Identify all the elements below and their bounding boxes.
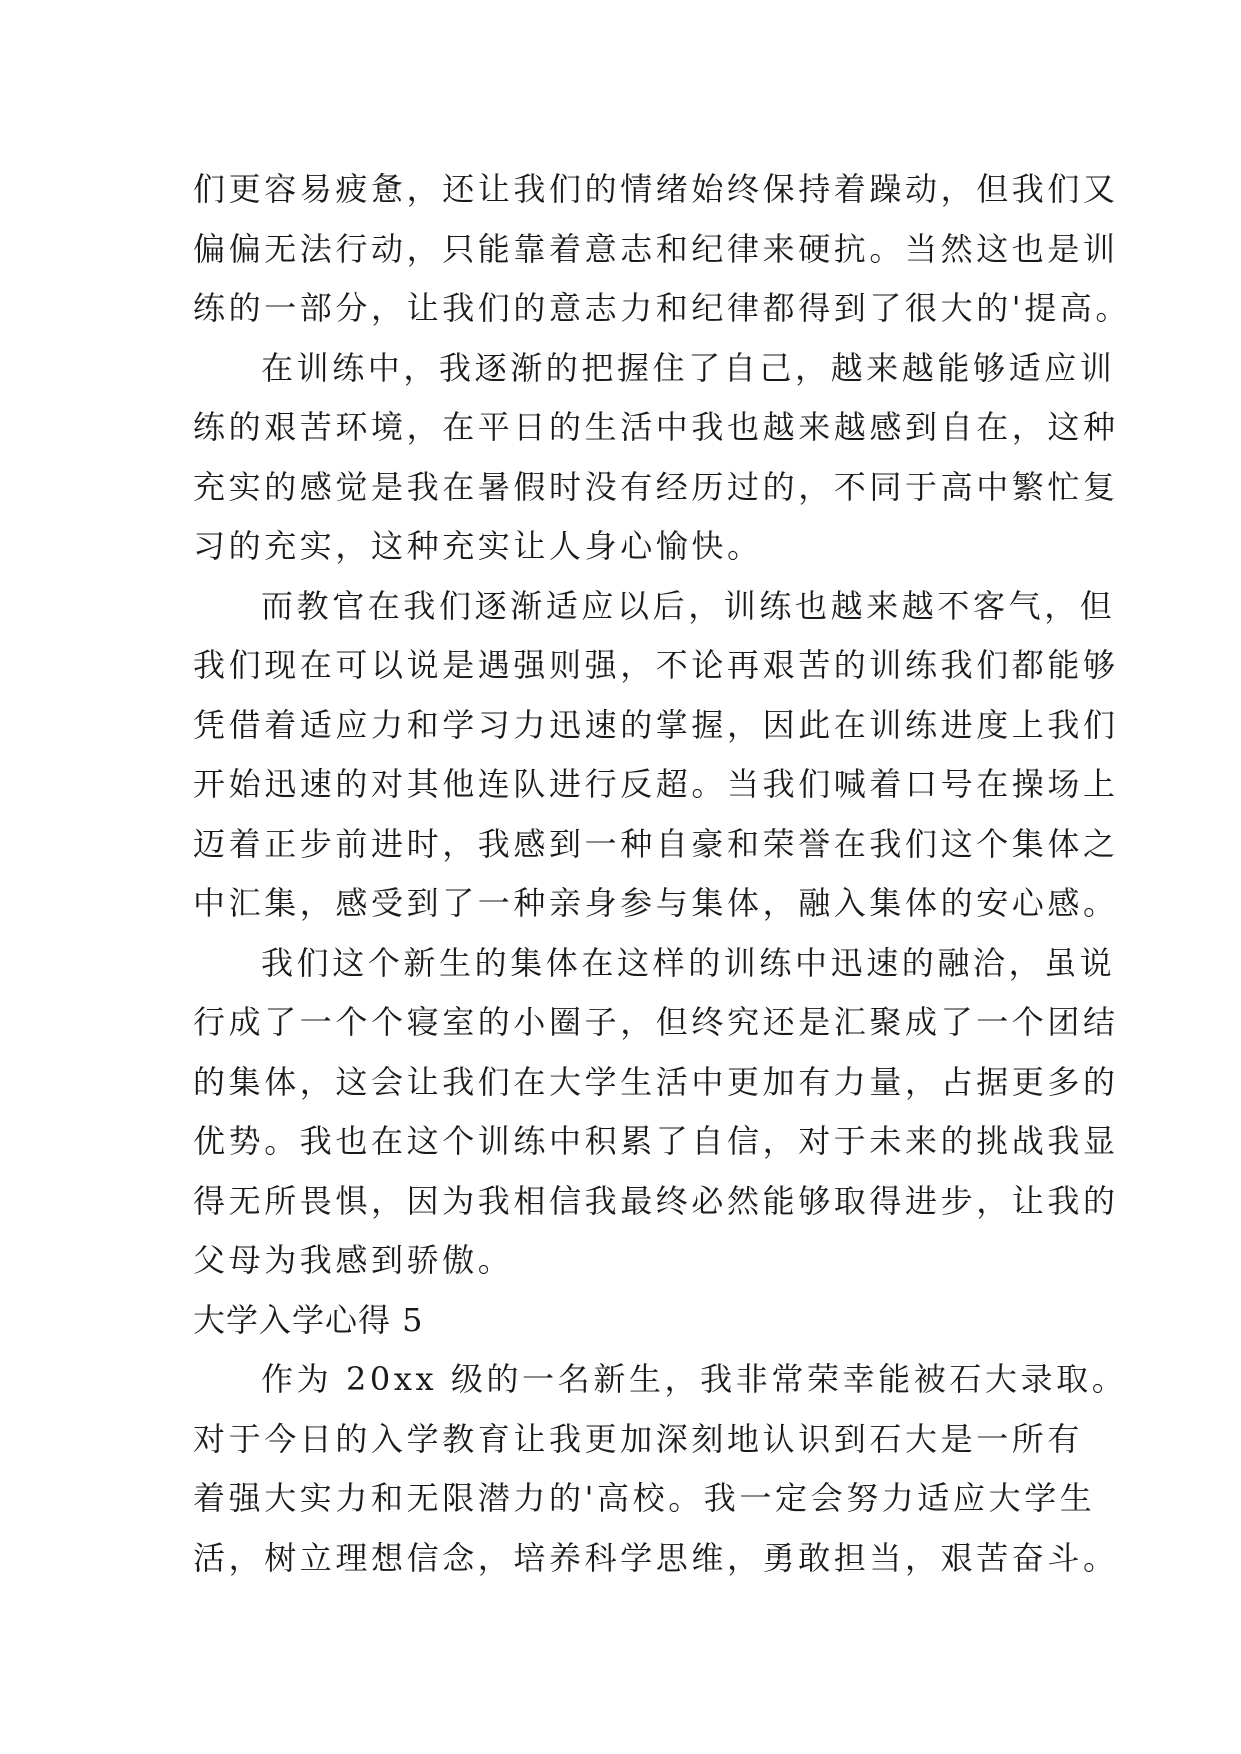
text-line: 偏偏无法行动，只能靠着意志和纪律来硬抗。当然这也是训 [193,229,1119,268]
paragraph-start-line: 我们这个新生的集体在这样的训练中迅速的融洽，虽说 [261,943,1116,982]
paragraph-start-line: 在训练中，我逐渐的把握住了自己，越来越能够适应训 [261,348,1116,387]
text-line: 对于今日的入学教育让我更加深刻地认识到石大是一所有 [193,1419,1084,1458]
text-line: 练的艰苦环境，在平日的生活中我也越来越感到自在，这种 [193,408,1119,446]
paragraph-start-line: 作为 20xx 级的一名新生，我非常荣幸能被石大录取。 [261,1360,1128,1398]
text-line: 习的充实，这种充实让人身心愉快。 [193,527,763,565]
text-line: 充实的感觉是我在暑假时没有经历过的，不同于高中繁忙复 [193,467,1119,506]
paragraph-start-line: 而教官在我们逐渐适应以后，训练也越来越不客气，但 [261,586,1116,625]
text-line: 们更容易疲惫，还让我们的情绪始终保持着躁动，但我们又 [193,170,1119,208]
text-line: 我们现在可以说是遇强则强，不论再艰苦的训练我们都能够 [193,646,1119,684]
section-heading: 大学入学心得 5 [193,1300,424,1339]
text-line: 练的一部分，让我们的意志力和纪律都得到了很大的'提高。 [193,289,1131,327]
text-line: 中汇集，感受到了一种亲身参与集体，融入集体的安心感。 [193,884,1119,922]
text-line: 行成了一个个寝室的小圈子，但终究还是汇聚成了一个团结 [193,1003,1119,1041]
text-line: 父母为我感到骄傲。 [193,1241,514,1279]
text-line: 得无所畏惧，因为我相信我最终必然能够取得进步，让我的 [193,1181,1119,1220]
document-body [193,160,1131,1588]
text-line: 开始迅速的对其他连队进行反超。当我们喊着口号在操场上 [193,765,1119,803]
text-line: 优势。我也在这个训练中积累了自信，对于未来的挑战我显 [193,1122,1119,1160]
text-line: 着强大实力和无限潜力的'高校。我一定会努力适应大学生 [193,1479,1096,1517]
text-line: 迈着正步前进时，我感到一种自豪和荣誉在我们这个集体之 [193,824,1119,863]
text-line: 凭借着适应力和学习力迅速的掌握，因此在训练进度上我们 [193,705,1119,744]
text-line: 活，树立理想信念，培养科学思维，勇敢担当，艰苦奋斗。 [193,1538,1119,1577]
text-line: 的集体，这会让我们在大学生活中更加有力量，占据更多的 [193,1062,1119,1101]
